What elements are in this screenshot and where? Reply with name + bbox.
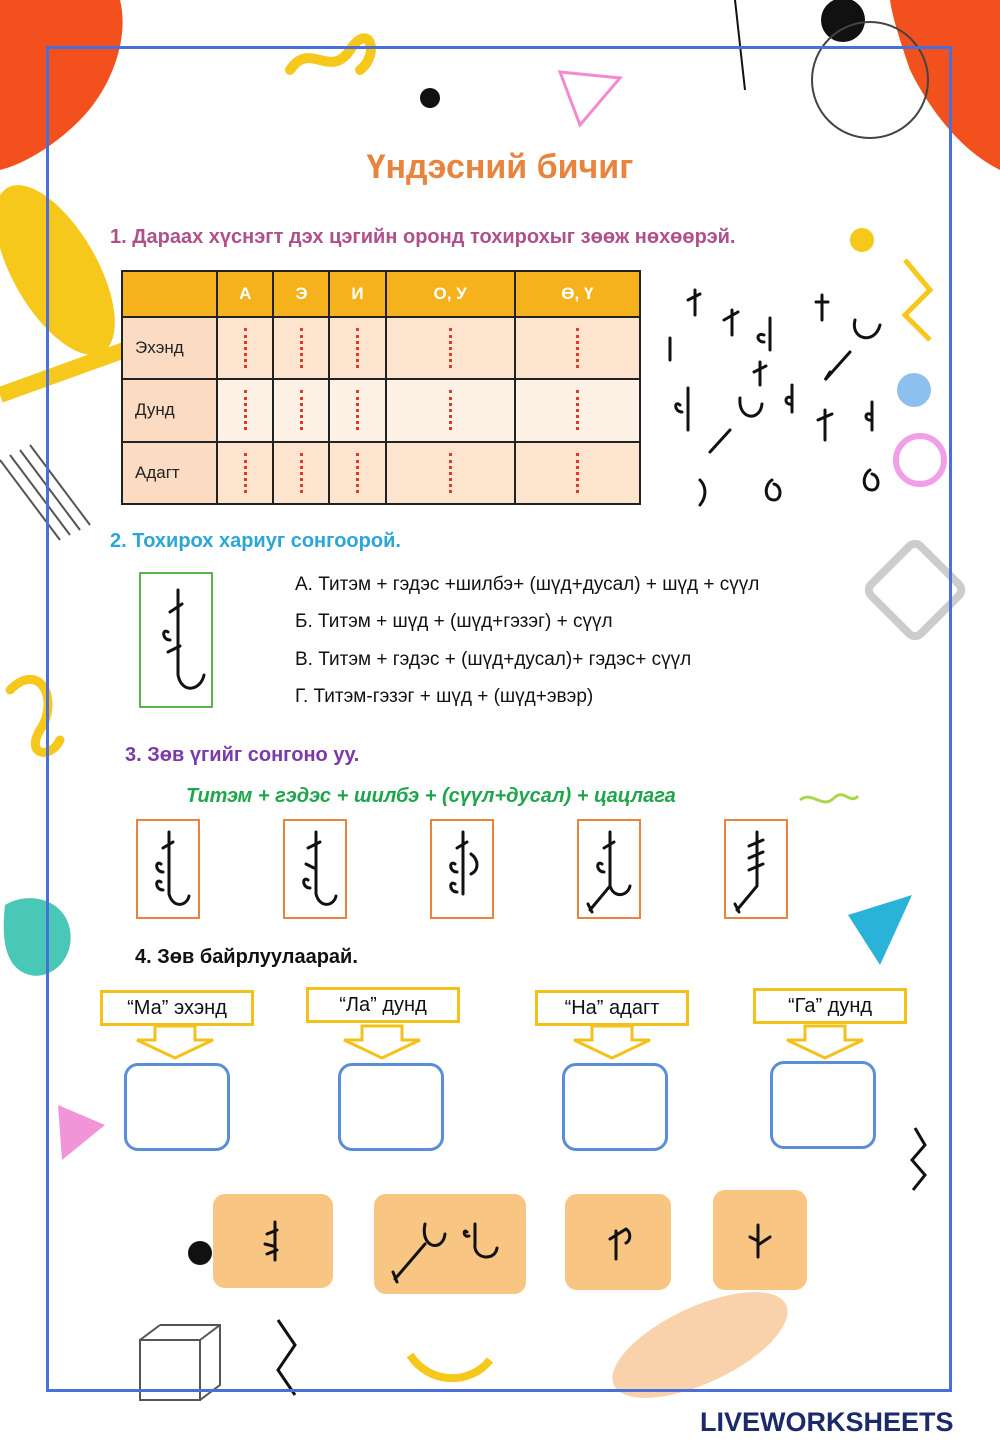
down-arrow — [787, 1026, 863, 1058]
question-4-label: 4. Зөв байрлуулаарай. — [135, 946, 358, 968]
script-glyph[interactable] — [710, 430, 730, 452]
script-glyph[interactable] — [676, 388, 688, 430]
script-glyph[interactable] — [818, 410, 832, 440]
down-arrow — [344, 1026, 420, 1058]
drop-cell[interactable] — [217, 317, 273, 379]
word-choice-2[interactable] — [283, 819, 347, 919]
drop-cell[interactable] — [386, 442, 515, 504]
mongolian-word-glyph — [731, 824, 781, 914]
drop-cell[interactable] — [217, 379, 273, 441]
drop-cell[interactable] — [515, 317, 640, 379]
answer-box-ga[interactable] — [770, 1061, 876, 1149]
draggable-chip-1[interactable] — [213, 1194, 333, 1288]
syllable-table — [121, 270, 641, 505]
row-label: Дунд — [122, 379, 217, 441]
down-arrow — [574, 1026, 650, 1058]
script-glyph — [598, 1217, 638, 1267]
drop-cell[interactable] — [273, 442, 329, 504]
drop-cell[interactable] — [273, 317, 329, 379]
script-glyph[interactable] — [766, 480, 780, 500]
word-image — [139, 572, 213, 708]
mongolian-word-glyph — [584, 824, 634, 914]
formula-text: Титэм + гэдэс + шилбэ + (сүүл+дусал) + цацлага — [186, 785, 676, 807]
script-glyph — [385, 1204, 515, 1284]
liveworksheets-logo: LIVEWORKSHEETS — [700, 1407, 954, 1437]
column-header: Ө, Ү — [515, 271, 640, 317]
row-label: Эхэнд — [122, 317, 217, 379]
mongolian-word-glyph — [437, 824, 487, 914]
script-glyph[interactable] — [864, 470, 878, 490]
script-glyph[interactable] — [688, 290, 700, 315]
option-b[interactable]: Б. Титэм + шүд + (шүд+гэзэг) + сүүл — [295, 611, 613, 632]
drop-cell[interactable] — [386, 379, 515, 441]
answer-box-ma[interactable] — [124, 1063, 230, 1151]
question-1-label: 1. Дараах хүснэгт дэх цэгийн оронд тохирохыг зөөж нөхөөрэй. — [110, 226, 736, 248]
word-choice-4[interactable] — [577, 819, 641, 919]
column-header: О, У — [386, 271, 515, 317]
question-2-label: 2. Тохирох хариуг сонгоорой. — [110, 530, 401, 552]
drop-cell[interactable] — [515, 379, 640, 441]
mongolian-word-glyph — [146, 580, 206, 700]
script-glyph — [253, 1216, 293, 1266]
drop-cell[interactable] — [329, 379, 385, 441]
table-corner — [122, 271, 217, 317]
mongolian-word-glyph — [143, 824, 193, 914]
drop-cell[interactable] — [329, 317, 385, 379]
script-glyph[interactable] — [700, 480, 705, 505]
script-glyph[interactable] — [740, 398, 762, 416]
drop-cell[interactable] — [386, 317, 515, 379]
script-glyph[interactable] — [786, 385, 792, 412]
drop-cell[interactable] — [273, 379, 329, 441]
column-header: Э — [273, 271, 329, 317]
prompt-ma: “Ма” эхэнд — [100, 990, 254, 1026]
option-c[interactable]: В. Титэм + гэдэс + (шүд+дусал)+ гэдэс+ сүүл — [295, 649, 692, 670]
glyph-bank — [660, 280, 920, 520]
prompt-ga: “Га” дунд — [753, 988, 907, 1024]
column-header: И — [329, 271, 385, 317]
mongolian-word-glyph — [290, 824, 340, 914]
prompt-la: “Ла” дунд — [306, 987, 460, 1023]
word-choice-5[interactable] — [724, 819, 788, 919]
question-3-label: 3. Зөв үгийг сонгоно уу. — [125, 744, 360, 766]
word-choice-3[interactable] — [430, 819, 494, 919]
row-label: Адагт — [122, 442, 217, 504]
word-choice-1[interactable] — [136, 819, 200, 919]
black-dot-top — [821, 0, 865, 42]
script-glyph[interactable] — [825, 352, 850, 380]
answer-box-la[interactable] — [338, 1063, 444, 1151]
page-title: Үндэсний бичиг — [366, 148, 634, 186]
script-glyph[interactable] — [724, 310, 738, 335]
prompt-na: “На” адагт — [535, 990, 689, 1026]
draggable-chip-3[interactable] — [565, 1194, 671, 1290]
script-glyph[interactable] — [866, 402, 872, 430]
answer-box-na[interactable] — [562, 1063, 668, 1151]
option-a[interactable]: А. Титэм + гэдэс +шилбэ+ (шүд+дусал) + шүд + сүүл — [295, 574, 760, 595]
drop-cell[interactable] — [329, 442, 385, 504]
drop-cell[interactable] — [515, 442, 640, 504]
script-glyph[interactable] — [754, 362, 766, 385]
option-d[interactable]: Г. Титэм-гэзэг + шүд + (шүд+эвэр) — [295, 686, 594, 707]
down-arrow — [137, 1026, 213, 1058]
script-glyph — [740, 1215, 780, 1265]
script-glyph[interactable] — [854, 320, 880, 338]
draggable-chip-2[interactable] — [374, 1194, 526, 1294]
script-glyph[interactable] — [758, 318, 770, 350]
drop-cell[interactable] — [217, 442, 273, 504]
draggable-chip-4[interactable] — [713, 1190, 807, 1290]
script-glyph[interactable] — [816, 295, 828, 320]
column-header: А — [217, 271, 273, 317]
